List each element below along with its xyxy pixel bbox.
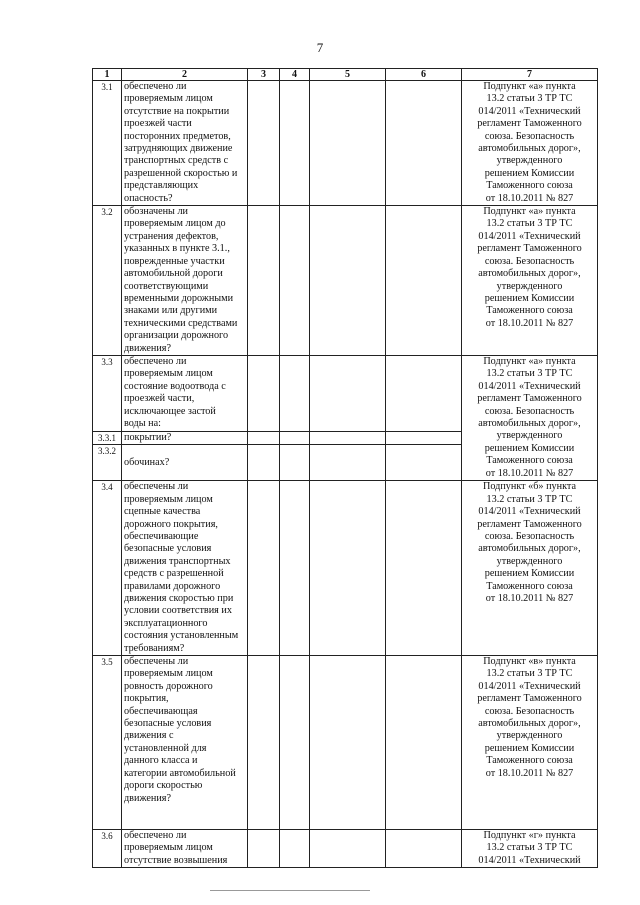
cell-yes [248,431,280,444]
table-row-3-1 [93,81,598,206]
cell-notes [386,830,462,868]
column-header-2: 2 [122,69,248,81]
cell-not-applicable [310,656,386,830]
cell-no [280,656,310,830]
scan-edge-line [210,890,370,891]
cell-notes [386,481,462,656]
legal-reference: Подпункт «г» пункта 13.2 статьи 3 ТР ТС 014/2011 «Технический [462,830,598,868]
row-number: 3.3 [93,355,122,431]
inspection-checklist-table [92,68,598,868]
legal-reference: Подпункт «б» пункта 13.2 статьи 3 ТР ТС 014/2011 «Технический регламент Таможенного союза. Безопасность автомобильных дорог», утвержденного решением Комиссии Таможенного союза от 18.10.2011 № 827 [462,481,598,656]
legal-reference: Подпункт «а» пункта 13.2 статьи 3 ТР ТС 014/2011 «Технический регламент Таможенного союза. Безопасность автомобильных дорог», утвержденного решением Комиссии Таможенного союза от 18.10.2011 № 827 [462,355,598,480]
legal-reference: Подпункт «а» пункта 13.2 статьи 3 ТР ТС 014/2011 «Технический регламент Таможенного союза. Безопасность автомобильных дорог», утвержденного решением Комиссии Таможенного союза от 18.10.2011 № 827 [462,81,598,206]
cell-no [280,206,310,356]
cell-no [280,81,310,206]
cell-notes [386,81,462,206]
requirement-question: обочинах? [122,445,248,481]
cell-no [280,431,310,444]
row-number: 3.3.1 [93,431,122,444]
table-row-3-5 [93,656,598,830]
cell-not-applicable [310,431,386,444]
requirement-question: обеспечены ли проверяемым лицом ровность дорожного покрытия, обеспечивающая безопасные условия движения с установленной для данного класса и категории автомобильной дороги скоростью движения? [122,656,248,830]
column-header-7: 7 [462,69,598,81]
requirement-question: обозначены ли проверяемым лицом до устранения дефектов, указанных в пункте 3.1., поврежденные участки автомобильной дороги соответствующими временными дорожными знаками или другими техническими средствами организации дорожного движения? [122,206,248,356]
cell-yes [248,206,280,356]
row-number: 3.4 [93,481,122,656]
column-header-3: 3 [248,69,280,81]
cell-no [280,481,310,656]
column-header-1: 1 [93,69,122,81]
page-number: 7 [316,40,324,55]
cell-not-applicable [310,830,386,868]
requirement-question: обеспечены ли проверяемым лицом сцепные качества дорожного покрытия, обеспечивающие безопасные условия движения транспортных средств с разрешенной правилами дорожного движения скоростью при условии соответствия их эксплуатационного состояния установленным требованиям? [122,481,248,656]
requirement-question: обеспечено ли проверяемым лицом отсутствие на покрытии проезжей части посторонних предметов, затрудняющих движение транспортных средств с разрешенной скоростью и представляющих опасность? [122,81,248,206]
cell-notes [386,206,462,356]
row-number: 3.5 [93,656,122,830]
cell-yes [248,481,280,656]
cell-notes [386,445,462,481]
legal-reference: Подпункт «в» пункта 13.2 статьи 3 ТР ТС 014/2011 «Технический регламент Таможенного союза. Безопасность автомобильных дорог», утвержденного решением Комиссии Таможенного союза от 18.10.2011 № 827 [462,656,598,830]
cell-no [280,830,310,868]
cell-yes [248,355,280,431]
requirement-question: обеспечено ли проверяемым лицом отсутствие возвышения [122,830,248,868]
cell-not-applicable [310,445,386,481]
cell-notes [386,355,462,431]
row-number: 3.1 [93,81,122,206]
cell-yes [248,656,280,830]
table-row-3-6 [93,830,598,868]
legal-reference: Подпункт «а» пункта 13.2 статьи 3 ТР ТС 014/2011 «Технический регламент Таможенного союза. Безопасность автомобильных дорог», утвержденного решением Комиссии Таможенного союза от 18.10.2011 № 827 [462,206,598,356]
table-row-3-2 [93,206,598,356]
row-number: 3.6 [93,830,122,868]
cell-yes [248,830,280,868]
column-header-4: 4 [280,69,310,81]
row-number: 3.2 [93,206,122,356]
requirement-question: покрытии? [122,431,248,444]
cell-no [280,355,310,431]
cell-not-applicable [310,206,386,356]
cell-not-applicable [310,81,386,206]
table-row-3-4 [93,481,598,656]
cell-not-applicable [310,481,386,656]
cell-not-applicable [310,355,386,431]
cell-no [280,445,310,481]
table-row-3-3 [93,355,598,431]
column-header-6: 6 [386,69,462,81]
row-number: 3.3.2 [93,445,122,481]
cell-notes [386,656,462,830]
cell-notes [386,431,462,444]
column-number-row [93,69,598,81]
cell-yes [248,445,280,481]
requirement-question: обеспечено ли проверяемым лицом состояние водоотвода с проезжей части, исключающее застой воды на: [122,355,248,431]
cell-yes [248,81,280,206]
column-header-5: 5 [310,69,386,81]
